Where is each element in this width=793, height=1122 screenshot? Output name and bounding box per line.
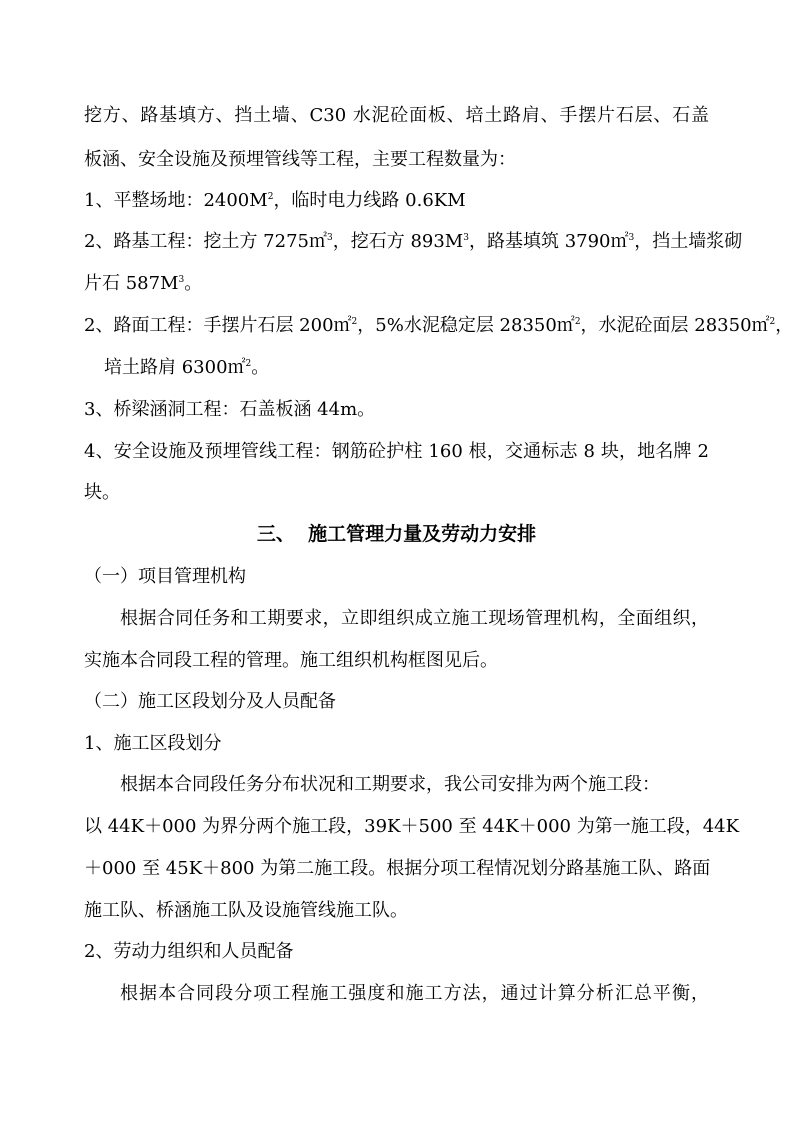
paragraph-1-line-2: 实施本合同段工程的管理。施工组织机构框图见后。 [84, 650, 498, 671]
quantity-item-4: 3、桥梁涵洞工程：石盖板涵 44m。 [84, 399, 376, 420]
subheading-construction-sections: （二）施工区段划分及人员配备 [84, 691, 336, 712]
subheading-labor-organization: 2、劳动力组织和人员配备 [84, 941, 294, 962]
paragraph-2-line-2: 以 44K＋000 为界分两个施工段，39K＋500 至 44K＋000 为第一施工段，44K [84, 816, 740, 837]
paragraph-2-line-1: 根据本合同段任务分布状况和工期要求，我公司安排为两个施工段： [120, 774, 660, 795]
quantity-item-5-line-2: 块。 [84, 482, 120, 503]
section-heading: 三、 施工管理力量及劳动力安排 [256, 523, 537, 545]
subheading-project-management: （一）项目管理机构 [84, 566, 246, 587]
quantity-item-5-line-1: 4、安全设施及预埋管线工程：钢筋砼护柱 160 根，交通标志 8 块，地名牌 2 [84, 441, 709, 462]
paragraph-3-line-1: 根据本合同段分项工程施工强度和施工方法，通过计算分析汇总平衡， [120, 983, 709, 1004]
quantity-item-3-line-1: 2、路面工程：手摆片石层 200㎡$^2$，5%水泥稳定层 28350㎡$^2$，水泥砼面层 28350㎡$^2$， [84, 315, 793, 336]
quantity-item-2-line-1: 2、路基工程：挖土方 7275㎡$^3$，挖石方 $893M^3$，路基填筑 3790㎡$^3$，挡土墙浆砌 [84, 231, 743, 252]
quantity-item-1: 1、平整场地：$2400M^2$，临时电力线路 0.6KM [84, 190, 466, 211]
intro-line-1: 挖方、路基填方、挡土墙、C30 水泥砼面板、培土路肩、手摆片石层、石盖 [84, 105, 709, 126]
subheading-section-division: 1、施工区段划分 [84, 733, 222, 754]
paragraph-2-line-3: ＋000 至 45K＋800 为第二施工段。根据分项工程情况划分路基施工队、路面 [84, 858, 711, 879]
paragraph-2-line-4: 施工队、桥涵施工队及设施管线施工队。 [84, 900, 408, 921]
quantity-item-2-line-2: 片石 $587M^3$。 [84, 273, 203, 294]
paragraph-1-line-1: 根据合同任务和工期要求，立即组织成立施工现场管理机构，全面组织， [120, 608, 709, 629]
intro-line-2: 板涵、安全设施及预埋管线等工程，主要工程数量为： [84, 149, 516, 170]
quantity-item-3-line-2: 培土路肩 6300㎡$^2$。 [104, 357, 270, 378]
